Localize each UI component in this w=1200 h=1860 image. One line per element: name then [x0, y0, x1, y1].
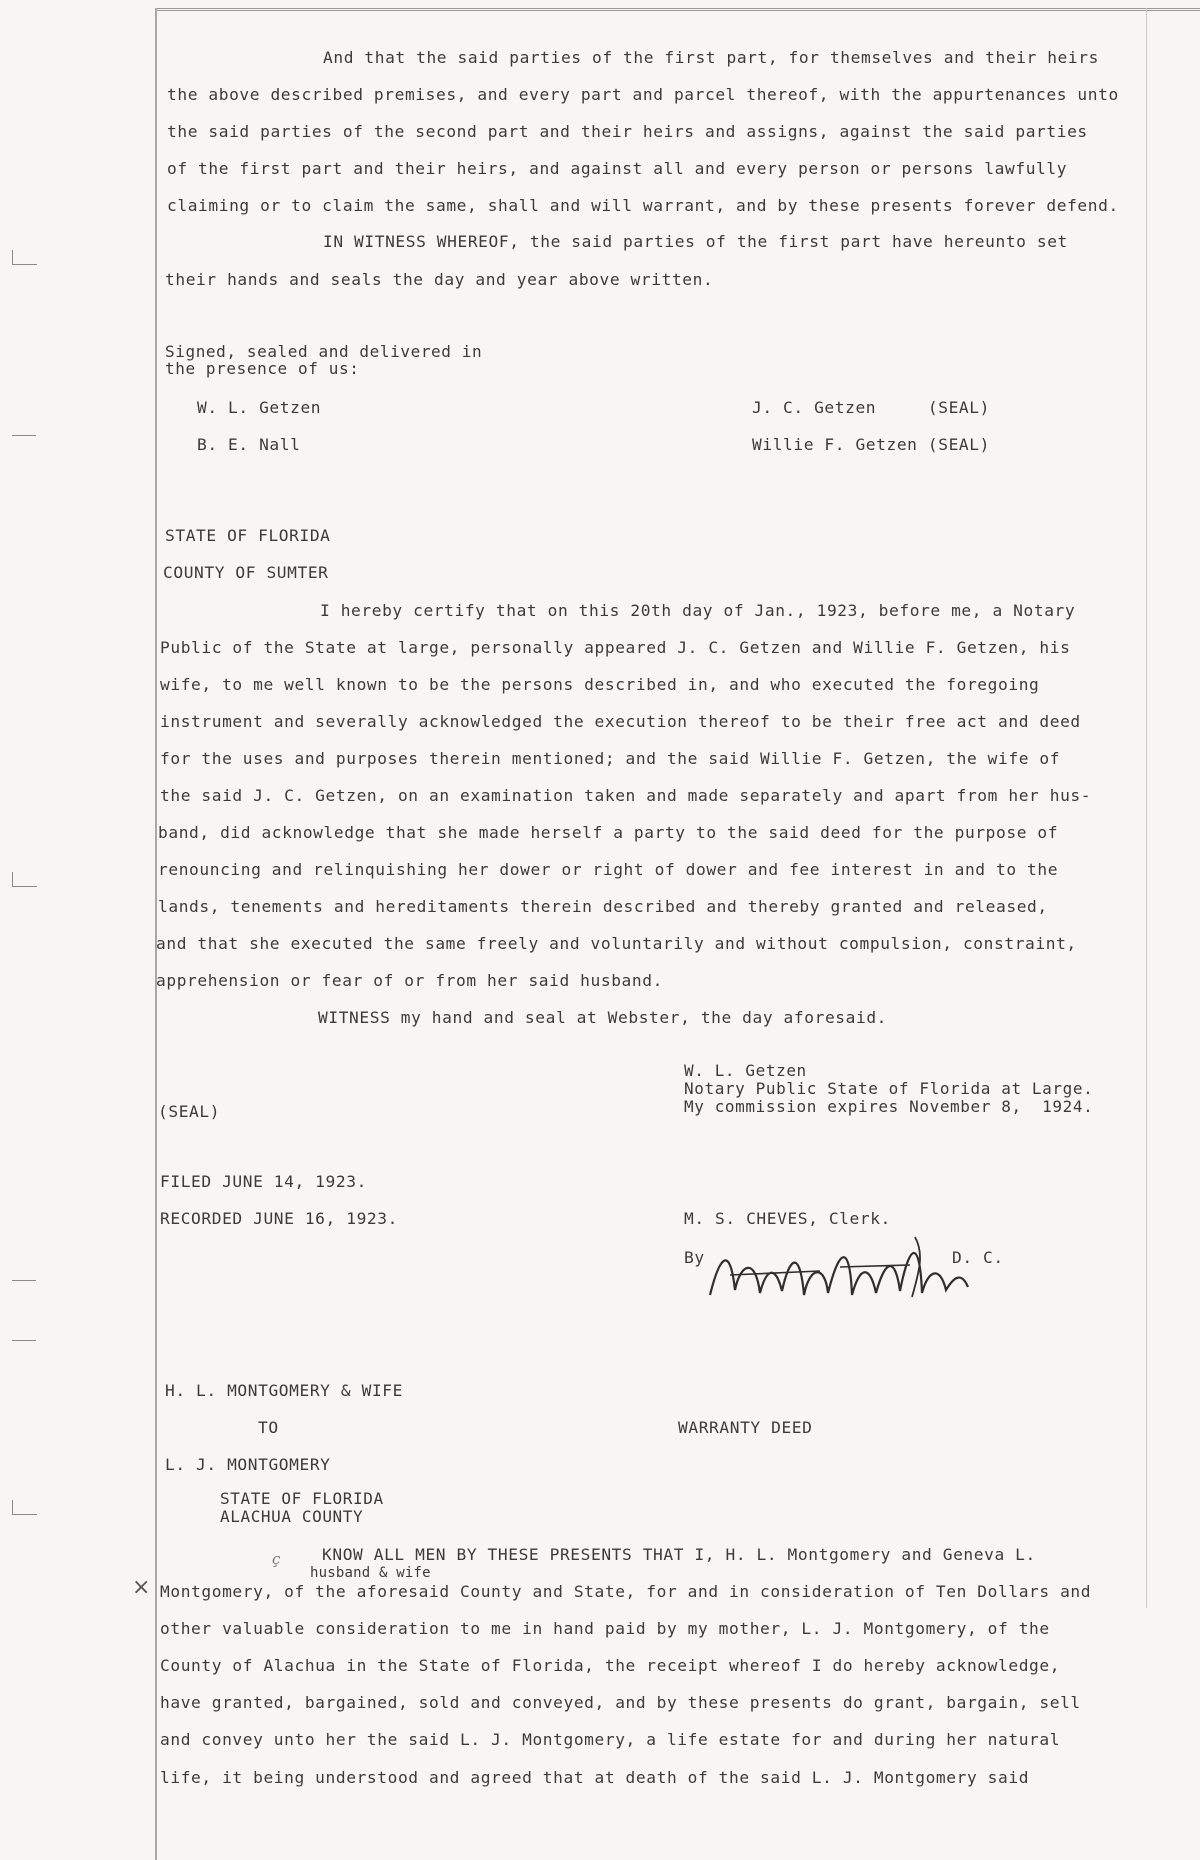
ack-line: WITNESS my hand and seal at Webster, the day aforesaid. [318, 1008, 888, 1027]
ack-county: COUNTY OF SUMTER [163, 563, 329, 582]
deed-body-line: have granted, bargained, sold and conveyed, and by these presents do grant, bargain, sell [160, 1693, 1081, 1712]
witness-name: W. L. Getzen [197, 398, 322, 417]
deed-to: TO [258, 1418, 279, 1437]
deed-body-line: KNOW ALL MEN BY THESE PRESENTS THAT I, H. L. Montgomery and Geneva L. [322, 1545, 1036, 1564]
warranty-line: of the first part and their heirs, and against all and every person or persons lawfully [167, 159, 1068, 178]
ack-line: band, did acknowledge that she made herself a party to the said deed for the purpose of [158, 823, 1059, 842]
warranty-line: claiming or to claim the same, shall and will warrant, and by these presents forever defend. [167, 196, 1119, 215]
deed-body-line: Montgomery, of the aforesaid County and State, for and in consideration of Ten Dollars and [160, 1582, 1092, 1601]
binder-mark [12, 250, 37, 265]
ack-line: the said J. C. Getzen, on an examination taken and made separately and apart from her hus- [160, 786, 1092, 805]
deed-interlineation: husband & wife [310, 1565, 431, 1581]
notary-seal: (SEAL) [158, 1102, 221, 1121]
deed-state: STATE OF FLORIDA [220, 1489, 384, 1508]
ack-line: Public of the State at large, personally appeared J. C. Getzen and Willie F. Getzen, his [160, 638, 1071, 657]
handwritten-scribble: ç [272, 1550, 281, 1568]
ack-line: apprehension or fear of or from her said husband. [156, 971, 663, 990]
ack-line: and that she executed the same freely and voluntarily and without compulsion, constraint, [156, 934, 1077, 953]
margin-x-mark: × [132, 1575, 151, 1600]
binder-mark [12, 1500, 37, 1515]
signed-presence-line: Signed, sealed and delivered in [165, 342, 483, 361]
deed-grantor: H. L. MONTGOMERY & WIFE [165, 1381, 403, 1400]
ack-line: instrument and severally acknowledged the execution thereof to be their free act and deed [160, 712, 1081, 731]
ack-line: for the uses and purposes therein mentioned; and the said Willie F. Getzen, the wife of [160, 749, 1061, 768]
ack-state: STATE OF FLORIDA [165, 526, 331, 545]
deed-type: WARRANTY DEED [678, 1418, 813, 1437]
notary-commission: My commission expires November 8, 1924. [684, 1097, 1094, 1116]
ack-line: wife, to me well known to be the persons described in, and who executed the foregoing [160, 675, 1040, 694]
ack-line: lands, tenements and hereditaments therein described and thereby granted and released, [158, 897, 1048, 916]
binder-mark [12, 435, 36, 436]
deed-body-line: and convey unto her the said L. J. Montgomery, a life estate for and during her natural [160, 1730, 1061, 1749]
grantor-signature: Willie F. Getzen (SEAL) [752, 435, 990, 454]
deed-body-line: other valuable consideration to me in hand paid by my mother, L. J. Montgomery, of the [160, 1619, 1050, 1638]
clerk-deputy: D. C. [952, 1248, 1004, 1267]
top-border-rule [155, 8, 1200, 11]
notary-name: W. L. Getzen [684, 1061, 807, 1080]
warranty-line: the said parties of the second part and their heirs and assigns, against the said parties [167, 122, 1088, 141]
grantor-signature: J. C. Getzen (SEAL) [752, 398, 990, 417]
deed-body-line: life, it being understood and agreed that at death of the said L. J. Montgomery said [160, 1768, 1030, 1787]
witness-clause-line: IN WITNESS WHEREOF, the said parties of the first part have hereunto set [323, 232, 1068, 251]
warranty-line: And that the said parties of the first part, for themselves and their heirs [323, 48, 1099, 67]
notary-title: Notary Public State of Florida at Large. [684, 1079, 1094, 1098]
deed-grantee: L. J. MONTGOMERY [165, 1455, 331, 1474]
binder-mark [12, 1280, 36, 1281]
binder-mark [12, 1340, 36, 1341]
recorded-date: RECORDED JUNE 16, 1923. [160, 1209, 398, 1228]
ack-line: I hereby certify that on this 20th day of Jan., 1923, before me, a Notary [320, 601, 1076, 620]
clerk-name: M. S. CHEVES, Clerk. [684, 1209, 891, 1228]
filed-date: FILED JUNE 14, 1923. [160, 1172, 367, 1191]
deed-body-line: County of Alachua in the State of Florida, the receipt whereof I do hereby acknowledge, [160, 1656, 1061, 1675]
deputy-clerk-signature [700, 1235, 1000, 1315]
binder-mark [12, 872, 37, 887]
deed-county: ALACHUA COUNTY [220, 1507, 364, 1526]
clerk-by: By [684, 1248, 705, 1267]
witness-clause-line: their hands and seals the day and year above written. [165, 270, 714, 289]
signed-presence-line: the presence of us: [165, 359, 360, 378]
right-margin-rule [1146, 8, 1147, 1608]
witness-name: B. E. Nall [197, 435, 301, 454]
ack-line: renouncing and relinquishing her dower or right of dower and fee interest in and to the [158, 860, 1059, 879]
warranty-line: the above described premises, and every part and parcel thereof, with the appurtenances unto [167, 85, 1119, 104]
